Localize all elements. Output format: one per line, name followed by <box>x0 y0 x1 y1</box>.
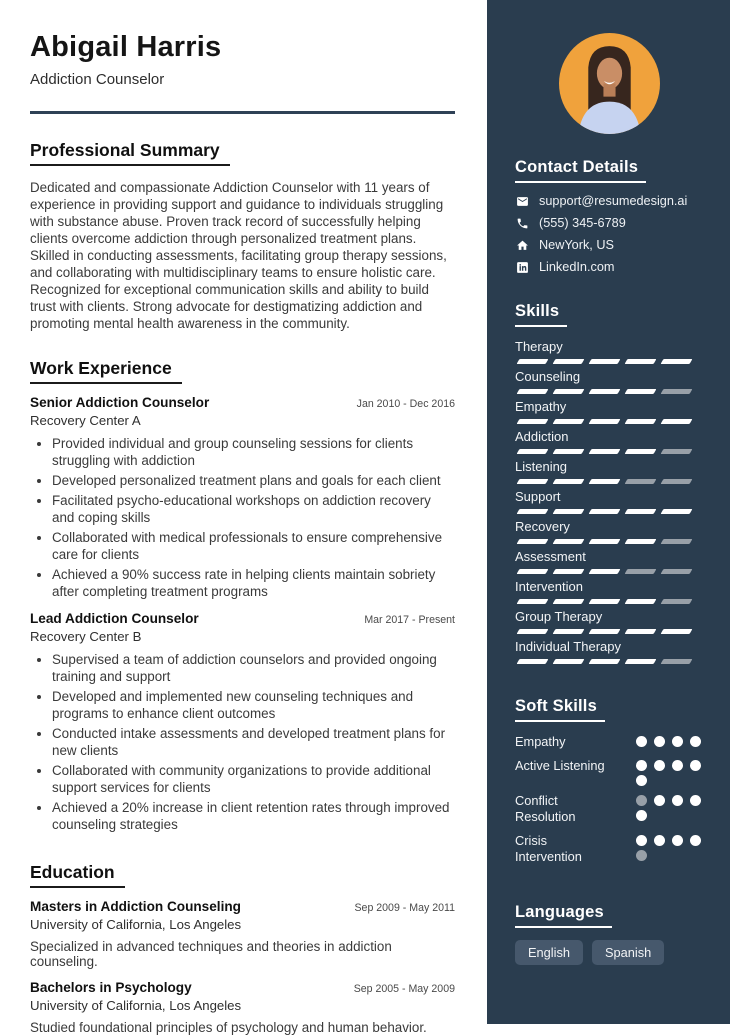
skill-segment-filled <box>625 359 657 364</box>
skill-segment-filled <box>625 389 657 394</box>
skill-segment-filled <box>625 539 657 544</box>
skill-item <box>515 549 704 574</box>
skill-segment-filled <box>589 509 621 514</box>
soft-skill-dots <box>636 833 704 861</box>
header <box>30 32 455 114</box>
degree-header <box>30 899 455 914</box>
degree-description: Studied foundational principles of psychology and human behavior. <box>30 1019 427 1035</box>
skill-level-bar <box>518 509 704 514</box>
soft-skill-dots <box>636 793 704 821</box>
skill-item <box>515 609 704 634</box>
degree-entry <box>30 899 455 969</box>
rating-dot-filled <box>636 775 647 786</box>
job-bullet: • Conducted intake assessments and developed treatment plans for new clients <box>52 725 455 759</box>
rating-dot-filled <box>636 760 647 771</box>
skill-level-bar <box>518 629 704 634</box>
job-company: Recovery Center B <box>30 628 142 644</box>
person-name: Abigail Harris <box>30 31 222 63</box>
rating-dot-filled <box>672 760 683 771</box>
phone-icon <box>515 216 529 230</box>
job-bullet: • Achieved a 20% increase in client retention rates through improved counseling strategies <box>52 799 455 833</box>
profile-photo <box>559 33 660 134</box>
soft-skill-dots <box>636 758 704 786</box>
skill-segment-filled <box>517 569 549 574</box>
job-dates: Jan 2010 - Dec 2016 <box>356 397 455 410</box>
skill-level-bar <box>518 359 704 364</box>
sidebar <box>487 0 730 1024</box>
skill-segment-empty <box>661 389 693 394</box>
skill-item <box>515 459 704 484</box>
rating-dot-filled <box>654 795 665 806</box>
skill-segment-filled <box>625 599 657 604</box>
skill-label: Individual Therapy <box>515 639 621 654</box>
skill-segment-filled <box>553 569 585 574</box>
rating-dot-filled <box>654 835 665 846</box>
skills-section <box>515 282 704 664</box>
rating-dot-filled <box>690 760 701 771</box>
skill-segment-filled <box>553 659 585 664</box>
soft-skill-label: Active Listening <box>515 757 605 773</box>
degree-title: Bachelors in Psychology <box>30 979 192 995</box>
soft-skill-label: Empathy <box>515 734 566 749</box>
degree-description: Specialized in advanced techniques and theories in addiction counseling. <box>30 938 392 969</box>
rating-dot-filled <box>636 736 647 747</box>
skill-item <box>515 339 704 364</box>
degree-school: University of California, Los Angeles <box>30 916 242 932</box>
soft-skill-item <box>515 734 704 751</box>
skill-segment-filled <box>517 389 549 394</box>
skill-label: Recovery <box>515 519 570 534</box>
skill-segment-filled <box>589 359 621 364</box>
skill-label: Support <box>515 489 561 504</box>
rating-dot-filled <box>654 760 665 771</box>
skill-segment-filled <box>517 599 549 604</box>
skill-label: Addiction <box>515 429 569 444</box>
soft-skills-heading: Soft Skills <box>515 697 605 722</box>
job-bullet: • Developed and implemented new counseling techniques and programs to enhance client outcomes <box>52 688 455 722</box>
skills-heading: Skills <box>515 302 567 327</box>
experience-heading: Work Experience <box>30 358 182 384</box>
contact-phone-label: (555) 345-6789 <box>539 216 626 230</box>
contact-list <box>515 194 704 274</box>
soft-skills-list <box>515 734 704 866</box>
job-bullet: • Facilitated psycho-educational workshops on addiction recovery and coping skills <box>52 492 455 526</box>
summary-section <box>30 114 455 332</box>
skill-segment-filled <box>553 389 585 394</box>
contact-email-label: support@resumedesign.ai <box>539 194 688 208</box>
education-section <box>30 836 455 1035</box>
skill-segment-filled <box>553 599 585 604</box>
job-header <box>30 395 455 410</box>
skill-segment-filled <box>517 539 549 544</box>
job-title: Senior Addiction Counselor <box>30 394 210 410</box>
contact-phone[interactable] <box>515 216 704 230</box>
skill-segment-filled <box>661 359 693 364</box>
degree-dates: Sep 2009 - May 2011 <box>354 901 455 914</box>
skill-level-bar <box>518 599 704 604</box>
skill-segment-filled <box>589 419 621 424</box>
skill-level-bar <box>518 569 704 574</box>
degree-entry <box>30 980 455 1035</box>
languages-heading: Languages <box>515 903 612 928</box>
skill-segment-filled <box>517 479 549 484</box>
skill-segment-filled <box>553 419 585 424</box>
skill-label: Counseling <box>515 369 581 384</box>
skill-segment-empty <box>661 659 693 664</box>
skill-segment-filled <box>517 629 549 634</box>
contact-linkedin[interactable] <box>515 260 704 274</box>
skill-level-bar <box>518 659 704 664</box>
job-title: Lead Addiction Counselor <box>30 610 199 626</box>
job-bullet: • Collaborated with community organizations to provide additional support services for clients <box>52 762 455 796</box>
degree-header <box>30 980 455 995</box>
language-tag: English <box>515 940 583 965</box>
soft-skill-label: Conflict Resolution <box>515 792 576 824</box>
contact-email[interactable] <box>515 194 704 208</box>
experience-section <box>30 332 455 833</box>
skill-label: Listening <box>515 459 568 474</box>
skill-segment-filled <box>553 479 585 484</box>
skill-label: Therapy <box>515 339 563 354</box>
skill-label: Intervention <box>515 579 583 594</box>
person-job-title: Addiction Counselor <box>30 70 165 88</box>
skill-segment-filled <box>661 419 693 424</box>
skill-item <box>515 429 704 454</box>
skill-item <box>515 579 704 604</box>
skill-segment-empty <box>625 479 657 484</box>
skill-segment-filled <box>553 449 585 454</box>
rating-dot-filled <box>636 810 647 821</box>
soft-skills-section <box>515 669 704 866</box>
skill-segment-filled <box>589 479 621 484</box>
job-bullet: • Provided individual and group counseling sessions for clients struggling with addiction <box>52 435 455 469</box>
skill-segment-filled <box>589 599 621 604</box>
skill-label: Assessment <box>515 549 586 564</box>
skill-level-bar <box>518 479 704 484</box>
rating-dot-filled <box>654 736 665 747</box>
language-tag: Spanish <box>592 940 664 965</box>
soft-skill-item <box>515 758 704 786</box>
rating-dot-filled <box>672 795 683 806</box>
skill-segment-filled <box>661 629 693 634</box>
skill-label: Empathy <box>515 399 567 414</box>
skill-segment-filled <box>589 659 621 664</box>
skill-segment-empty <box>661 569 693 574</box>
skill-segment-filled <box>517 509 549 514</box>
skill-segment-empty <box>661 479 693 484</box>
soft-skill-item <box>515 793 704 826</box>
skill-segment-empty <box>661 539 693 544</box>
skill-segment-filled <box>625 509 657 514</box>
job-bullet: • Developed personalized treatment plans and goals for each client <box>52 472 455 489</box>
skill-segment-filled <box>589 629 621 634</box>
skill-segment-filled <box>589 569 621 574</box>
skill-segment-filled <box>553 629 585 634</box>
contact-section <box>515 134 704 274</box>
email-icon <box>515 194 529 208</box>
contact-linkedin-label: LinkedIn.com <box>539 260 615 274</box>
skill-segment-filled <box>517 449 549 454</box>
skill-item <box>515 489 704 514</box>
skill-segment-empty <box>661 599 693 604</box>
soft-skill-dots <box>636 734 704 747</box>
skill-label: Group Therapy <box>515 609 603 624</box>
skill-segment-filled <box>625 659 657 664</box>
skill-level-bar <box>518 419 704 424</box>
skill-segment-filled <box>589 449 621 454</box>
job-bullet: • Supervised a team of addiction counselors and provided ongoing training and support <box>52 651 455 685</box>
language-tags <box>515 940 704 965</box>
skill-segment-empty <box>625 569 657 574</box>
skill-segment-filled <box>553 359 585 364</box>
rating-dot-filled <box>690 795 701 806</box>
skill-segment-filled <box>517 359 549 364</box>
job-bullet: • Achieved a 90% success rate in helping clients maintain sobriety after completing treatment programs <box>52 566 455 600</box>
skill-segment-filled <box>589 539 621 544</box>
skills-list <box>515 339 704 664</box>
soft-skill-item <box>515 833 704 866</box>
skill-segment-filled <box>625 449 657 454</box>
job-entry <box>30 395 455 600</box>
linkedin-icon <box>515 260 529 274</box>
job-bullet: • Collaborated with medical professionals to ensure comprehensive care for clients <box>52 529 455 563</box>
degree-title: Masters in Addiction Counseling <box>30 898 241 914</box>
skill-segment-filled <box>625 629 657 634</box>
skill-level-bar <box>518 449 704 454</box>
skill-segment-filled <box>661 509 693 514</box>
skill-level-bar <box>518 389 704 394</box>
skill-item <box>515 399 704 424</box>
rating-dot-filled <box>636 835 647 846</box>
rating-dot-empty <box>636 795 647 806</box>
languages-section <box>515 873 704 965</box>
skill-level-bar <box>518 539 704 544</box>
rating-dot-filled <box>690 835 701 846</box>
skill-segment-filled <box>553 509 585 514</box>
skill-segment-filled <box>517 659 549 664</box>
job-bullet-list <box>30 651 455 833</box>
job-dates: Mar 2017 - Present <box>364 613 455 626</box>
skill-segment-filled <box>589 389 621 394</box>
rating-dot-empty <box>636 850 647 861</box>
skill-segment-filled <box>517 419 549 424</box>
skill-item <box>515 519 704 544</box>
skill-segment-filled <box>625 419 657 424</box>
summary-heading: Professional Summary <box>30 140 230 166</box>
contact-heading: Contact Details <box>515 158 646 183</box>
job-bullet-list <box>30 435 455 600</box>
skill-segment-empty <box>661 449 693 454</box>
skill-item <box>515 369 704 394</box>
degree-school: University of California, Los Angeles <box>30 997 242 1013</box>
home-icon <box>515 238 529 252</box>
contact-location-label: NewYork, US <box>539 238 614 252</box>
summary-text: Dedicated and compassionate Addiction Counselor with 11 years of experience in providing support and guidance to individuals struggling with substance abuse. Proven track record of successfully helping clients overcome addiction through personalized treatment plans. Skilled in conducting assessments, facilitating group therapy sessions, and collaborating with multidisciplinary teams to ensure holistic care. Recognized for exceptional communication skills and ability to build trust with clients. Strong advocate for destigmatizing addiction and promoting mental health awareness in the community. <box>30 179 447 331</box>
job-header <box>30 611 455 626</box>
job-entry <box>30 611 455 833</box>
degree-dates: Sep 2005 - May 2009 <box>353 982 455 995</box>
rating-dot-filled <box>672 736 683 747</box>
soft-skill-label: Crisis Intervention <box>515 832 582 864</box>
education-heading: Education <box>30 862 125 888</box>
skill-segment-filled <box>553 539 585 544</box>
job-company: Recovery Center A <box>30 412 141 428</box>
contact-location[interactable] <box>515 238 704 252</box>
rating-dot-filled <box>690 736 701 747</box>
skill-item <box>515 639 704 664</box>
rating-dot-filled <box>672 835 683 846</box>
